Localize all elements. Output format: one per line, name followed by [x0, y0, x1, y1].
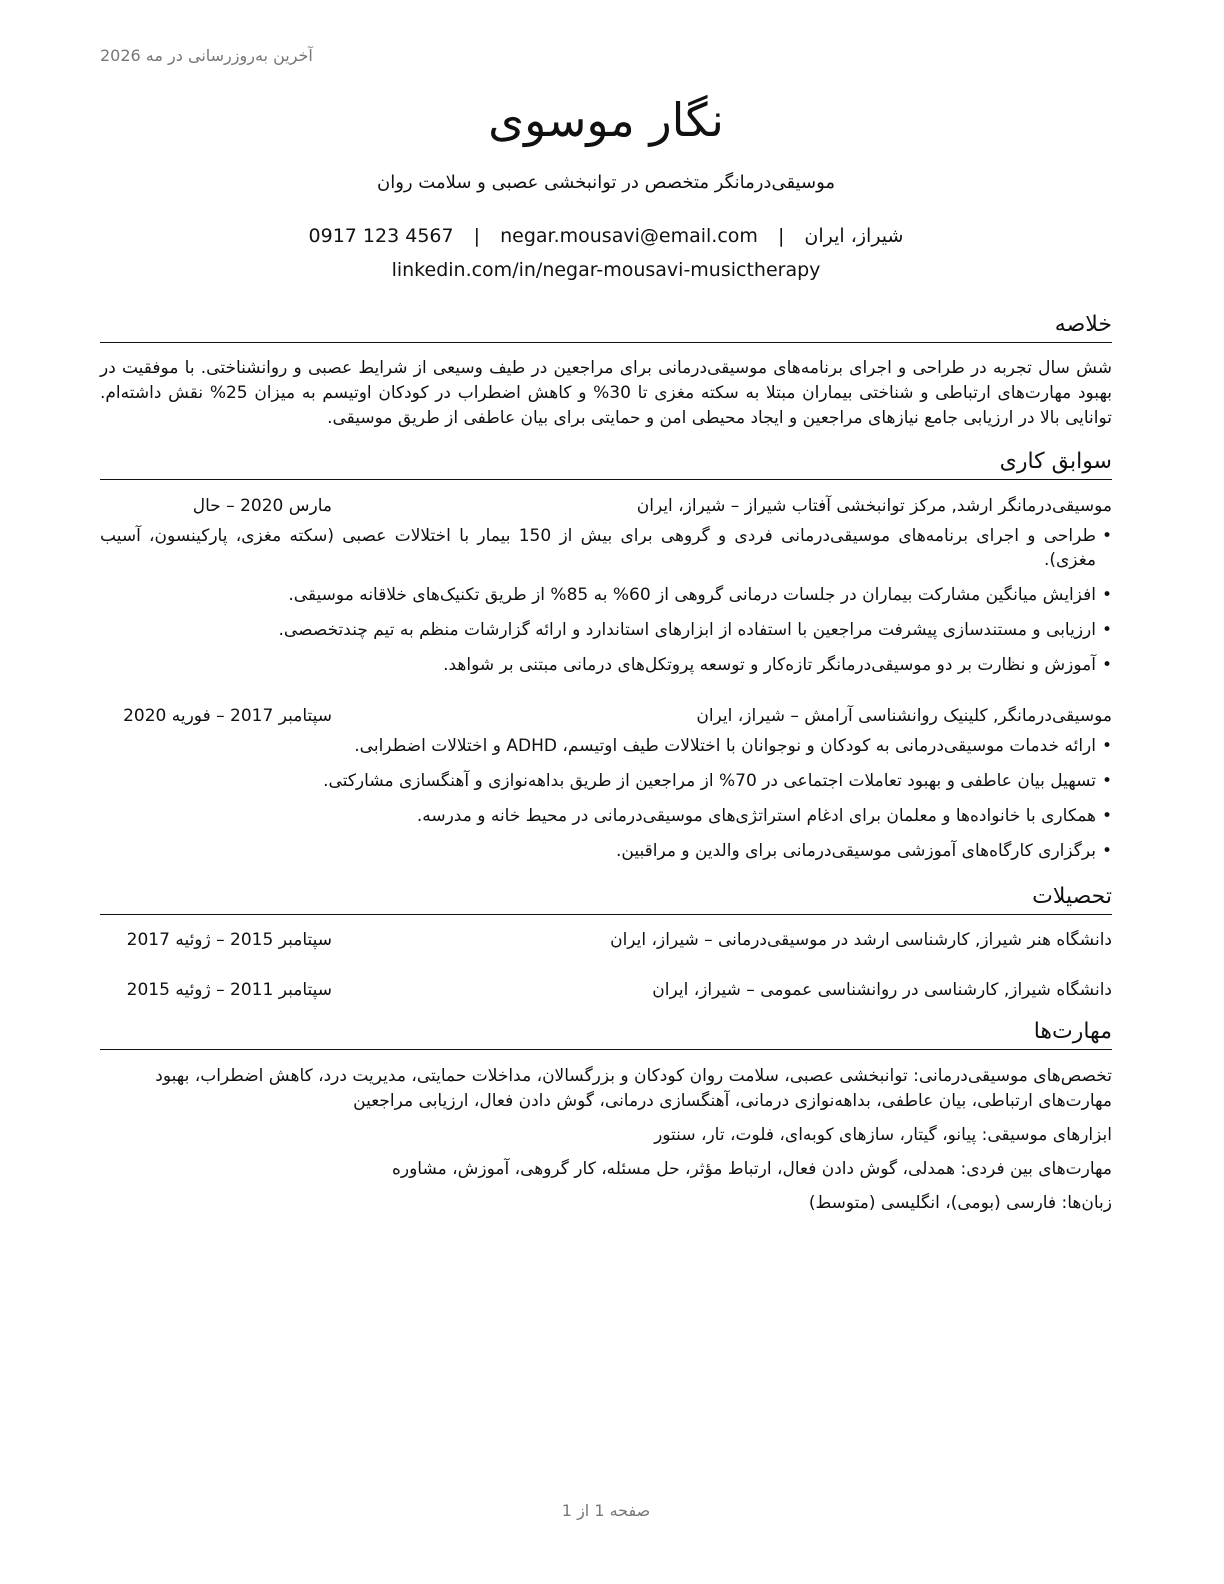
- education-title: دانشگاه هنر شیراز, کارشناسی ارشد در موسیقی‌درمانی – شیراز، ایران: [610, 930, 1112, 950]
- job-title: موسیقی‌درمانگر ارشد, مرکز توانبخشی آفتاب شیراز – شیراز، ایران: [636, 496, 1112, 516]
- linkedin-link[interactable]: linkedin.com/in/negar-mousavi-musictherapy: [391, 259, 821, 281]
- contact-separator: |: [473, 225, 481, 247]
- location: شیراز، ایران: [804, 225, 904, 247]
- page-number: صفحه 1 از 1: [561, 1501, 651, 1520]
- bullet-dot: •: [1101, 806, 1112, 826]
- job-bullet: • برگزاری کارگاه‌های آموزشی موسیقی‌درمانی برای والدین و مراقبین.: [616, 841, 1112, 861]
- section-title-education: تحصیلات: [100, 882, 1112, 915]
- bullet-dot: •: [1101, 655, 1112, 675]
- skills-row: ابزارهای موسیقی: پیانو، گیتار، سازهای کوبه‌ای، فلوت، تار، سنتور: [654, 1125, 1112, 1145]
- skills-list: [100, 1064, 1112, 1225]
- bullet-dot: •: [1101, 585, 1112, 605]
- phone-number: 0917 123 4567: [308, 225, 454, 247]
- job-bullet: • ارائه خدمات موسیقی‌درمانی به کودکان و نوجوانان با اختلالات طیف اوتیسم، ADHD و اختلالات اضطرابی.: [354, 736, 1112, 756]
- bullet-dot: •: [1101, 526, 1112, 546]
- job-bullet: • همکاری با خانواده‌ها و معلمان برای ادغام استراتژی‌های موسیقی‌درمانی در محیط خانه و مدرسه.: [416, 806, 1112, 826]
- job-bullet: • ارزیابی و مستندسازی پیشرفت مراجعین با استفاده از ابزارهای استاندارد و ارائه گزارشات منظم به تیم چندتخصصی.: [278, 620, 1112, 640]
- skills-row: مهارت‌های بین فردی: همدلی، گوش دادن فعال، ارتباط مؤثر، حل مسئله، کار گروهی، آموزش، مشاوره: [391, 1159, 1112, 1179]
- last-updated: آخرین به‌روزرسانی در مه 2026: [100, 46, 313, 65]
- candidate-name: نگار موسوی: [488, 93, 724, 147]
- section-title-skills: مهارت‌ها: [100, 1017, 1112, 1050]
- skills-row: زبان‌ها: فارسی (بومی)، انگلیسی (متوسط): [808, 1193, 1112, 1213]
- headline: موسیقی‌درمانگر متخصص در توانبخشی عصبی و سلامت روان: [376, 172, 836, 193]
- resume-page: [100, 0, 1112, 1584]
- bullet-dot: •: [1101, 620, 1112, 640]
- education-item: [100, 928, 1112, 952]
- job-bullet: • افزایش میانگین مشارکت بیماران در جلسات درمانی گروهی از 60% به 85% از طریق تکنیک‌های خلاقانه موسیقی.: [288, 585, 1112, 605]
- education-title: دانشگاه شیراز, کارشناسی در روانشناسی عمومی – شیراز، ایران: [652, 980, 1112, 1000]
- email-link[interactable]: negar.mousavi@email.com: [500, 225, 758, 247]
- education-dates: سپتامبر 2011 – ژوئیه 2015: [126, 980, 332, 1000]
- job-dates: مارس 2020 – حال: [192, 496, 332, 516]
- job-bullet: • طراحی و اجرای برنامه‌های موسیقی‌درمانی فردی و گروهی برای بیش از 150 بیمار با اختلالات عصبی (سکته مغزی، پارکینسون، آسیب مغزی).: [100, 526, 1112, 570]
- job-bullet: • تسهیل بیان عاطفی و بهبود تعاملات اجتماعی در 70% از مراجعین از طریق بداهه‌نوازی و آهنگسازی مشارکتی.: [323, 771, 1112, 791]
- job-dates: سپتامبر 2017 – فوریه 2020: [123, 706, 332, 726]
- contact-line: [100, 222, 1112, 250]
- education-dates: سپتامبر 2015 – ژوئیه 2017: [126, 930, 332, 950]
- summary-text: شش سال تجربه در طراحی و اجرای برنامه‌های موسیقی‌درمانی برای مراجعین در طیف وسیعی از شرایط عصبی و روانشناختی. با موفقیت در بهبود مهارت‌های ارتباطی و شناختی بیماران مبتلا به سکته مغزی تا 30% و کاهش اضطراب در کودکان اوتیسم به میزان 25% نقش داشته‌ام. توانایی بالا در ارزیابی جامع نیازهای مراجعین و ایجاد محیطی امن و حمایتی برای بیان عاطفی از طریق موسیقی.: [100, 358, 1113, 428]
- section-title-summary: خلاصه: [100, 310, 1112, 343]
- bullet-dot: •: [1101, 736, 1112, 756]
- job-title: موسیقی‌درمانگر, کلینیک روانشناسی آرامش – شیراز، ایران: [696, 706, 1112, 726]
- job-header: [100, 494, 1112, 518]
- job-bullet: • آموزش و نظارت بر دو موسیقی‌درمانگر تازه‌کار و توسعه پروتکل‌های درمانی مبتنی بر شواهد.: [443, 655, 1112, 675]
- bullet-dot: •: [1101, 771, 1112, 791]
- job-bullets: [100, 734, 1112, 874]
- bullet-dot: •: [1101, 841, 1112, 861]
- job-bullets: [100, 524, 1112, 688]
- contact-separator: |: [777, 225, 785, 247]
- section-title-experience: سوابق کاری: [100, 447, 1112, 480]
- job-header: [100, 704, 1112, 728]
- education-item: [100, 978, 1112, 1002]
- skills-row: تخصص‌های موسیقی‌درمانی: توانبخشی عصبی، سلامت روان کودکان و بزرگسالان، مداخلات حمایتی، مدیریت درد، کاهش اضطراب، بهبود مهارت‌های ارتباطی، بیان عاطفی، بداهه‌نوازی درمانی، آهنگسازی درمانی، گوش دادن فعال، ارزیابی مراجعین: [155, 1066, 1112, 1111]
